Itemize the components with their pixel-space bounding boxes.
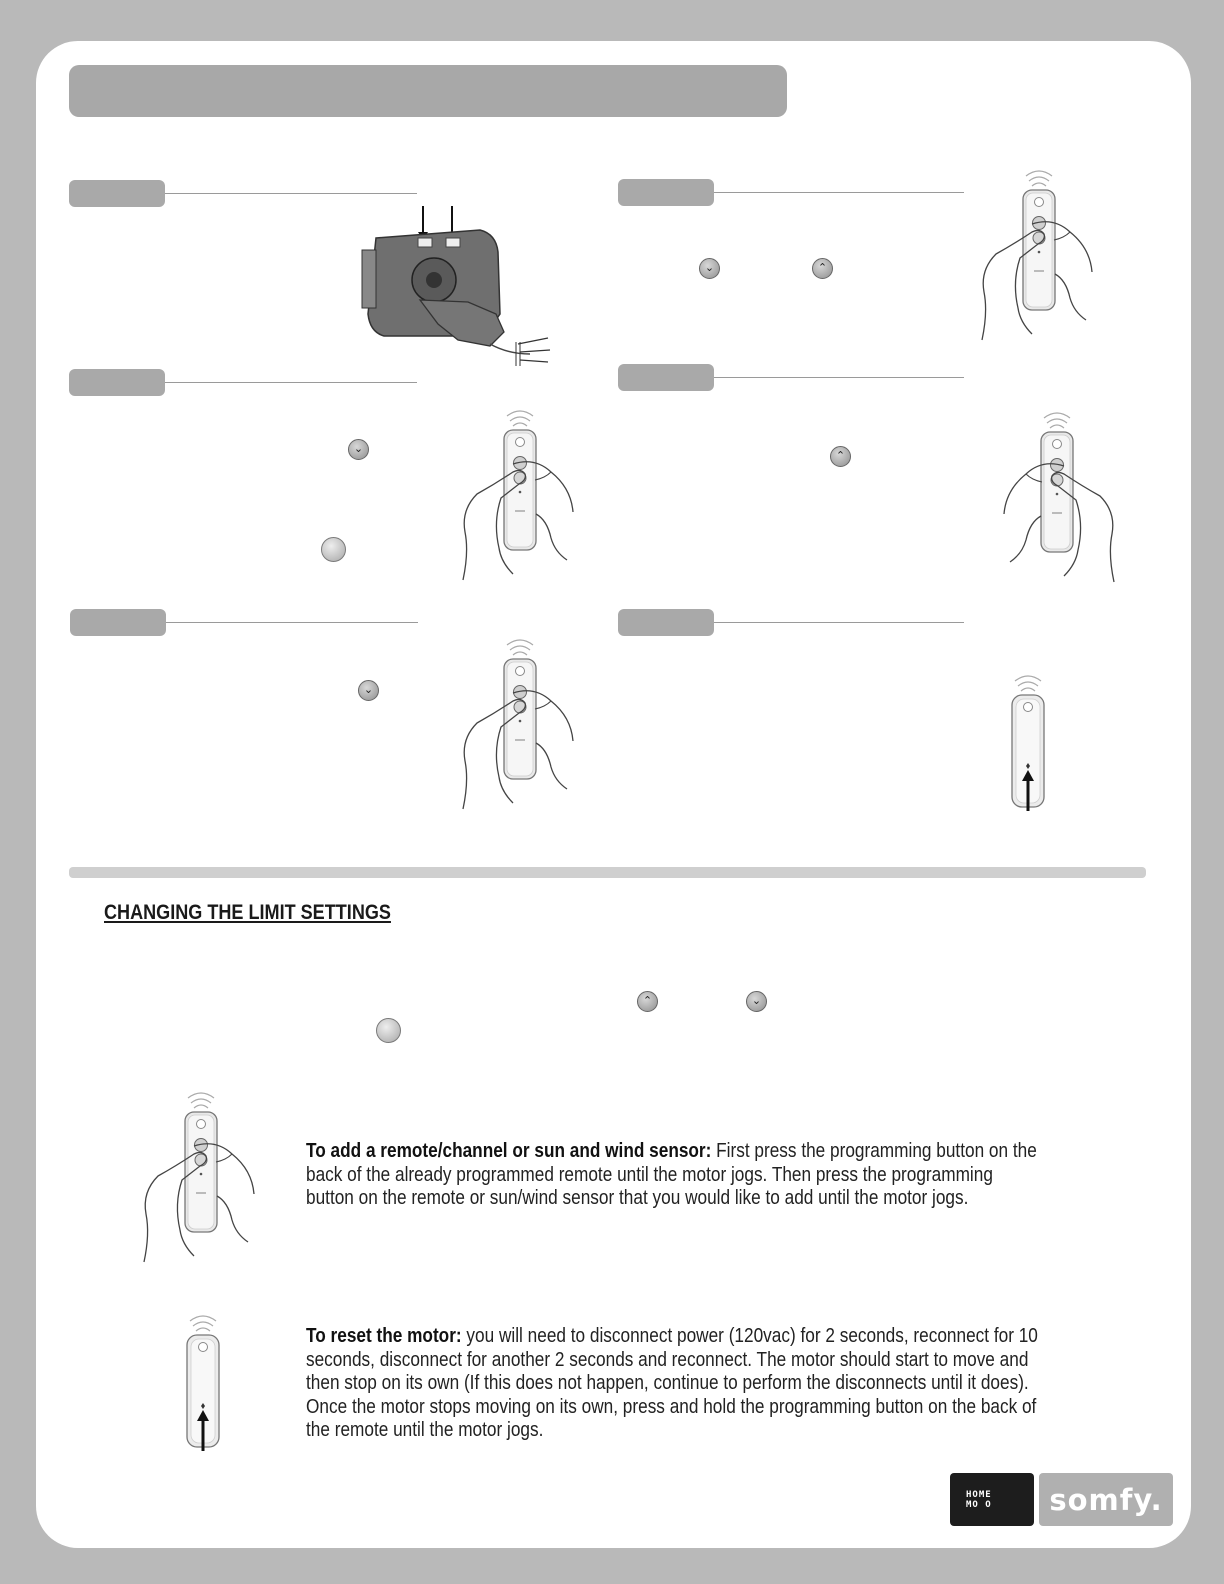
home-logo-line2: MO O [966, 1499, 992, 1510]
home-motion-logo [950, 1473, 1034, 1526]
remote-hands-illustration [992, 404, 1122, 584]
remote-back-illustration [173, 1311, 233, 1451]
remote-hands-illustration [974, 162, 1104, 342]
manual-page [36, 41, 1191, 1548]
chevron-up-icon: ⌃ [812, 258, 833, 279]
step-tab-5 [618, 364, 714, 391]
title-bar [69, 65, 787, 117]
home-logo-line1: HOME [966, 1489, 992, 1500]
step-rule [165, 193, 417, 194]
remote-hands-illustration [136, 1084, 266, 1264]
chevron-up-icon: ⌃ [637, 991, 658, 1012]
remote-hands-illustration [455, 631, 585, 811]
chevron-down-icon: ⌄ [699, 258, 720, 279]
reset-motor-text: you will need to disconnect power (120vac) for 2 seconds, reconnect for 10 seconds, disconnect for another 2 seconds and reconnect. The motor should start to move and then stop on its own (If this does not happen, continue to perform the disconnects until it does). Once the motor stops moving on its own, press and hold the programming button on the back of the remote until the motor jogs. [306, 1324, 1038, 1441]
step-rule [165, 382, 417, 383]
chevron-up-icon: ⌃ [830, 446, 851, 467]
my-button-icon [376, 1018, 401, 1043]
step-rule [714, 622, 964, 623]
chevron-down-icon: ⌄ [348, 439, 369, 460]
somfy-logo-text: somfy. [1049, 1482, 1163, 1517]
add-remote-text: First press the programming button on the back of the already programmed remote until the motor jogs. Then press the programming button on the remote or sun/wind sensor that you would like to add until the motor jogs. [306, 1139, 1037, 1209]
step-tab-3 [70, 609, 166, 636]
my-button-icon [321, 537, 346, 562]
add-remote-instructions [306, 1139, 1045, 1210]
reset-motor-instructions [306, 1324, 1045, 1442]
remote-hands-illustration [455, 402, 585, 582]
section-heading: CHANGING THE LIMIT SETTINGS [104, 901, 391, 924]
step-rule [714, 192, 964, 193]
step-tab-1 [69, 180, 165, 207]
step-rule [714, 377, 964, 378]
chevron-down-icon: ⌄ [358, 680, 379, 701]
motor-head-illustration [358, 204, 558, 372]
chevron-down-icon: ⌄ [746, 991, 767, 1012]
step-tab-2 [69, 369, 165, 396]
somfy-logo [1039, 1473, 1173, 1526]
add-remote-label: To add a remote/channel or sun and wind sensor: [306, 1139, 712, 1162]
step-tab-6 [618, 609, 714, 636]
reset-motor-label: To reset the motor: [306, 1324, 462, 1347]
section-divider [69, 867, 1146, 878]
step-tab-4 [618, 179, 714, 206]
remote-back-illustration [998, 671, 1058, 811]
step-rule [166, 622, 418, 623]
